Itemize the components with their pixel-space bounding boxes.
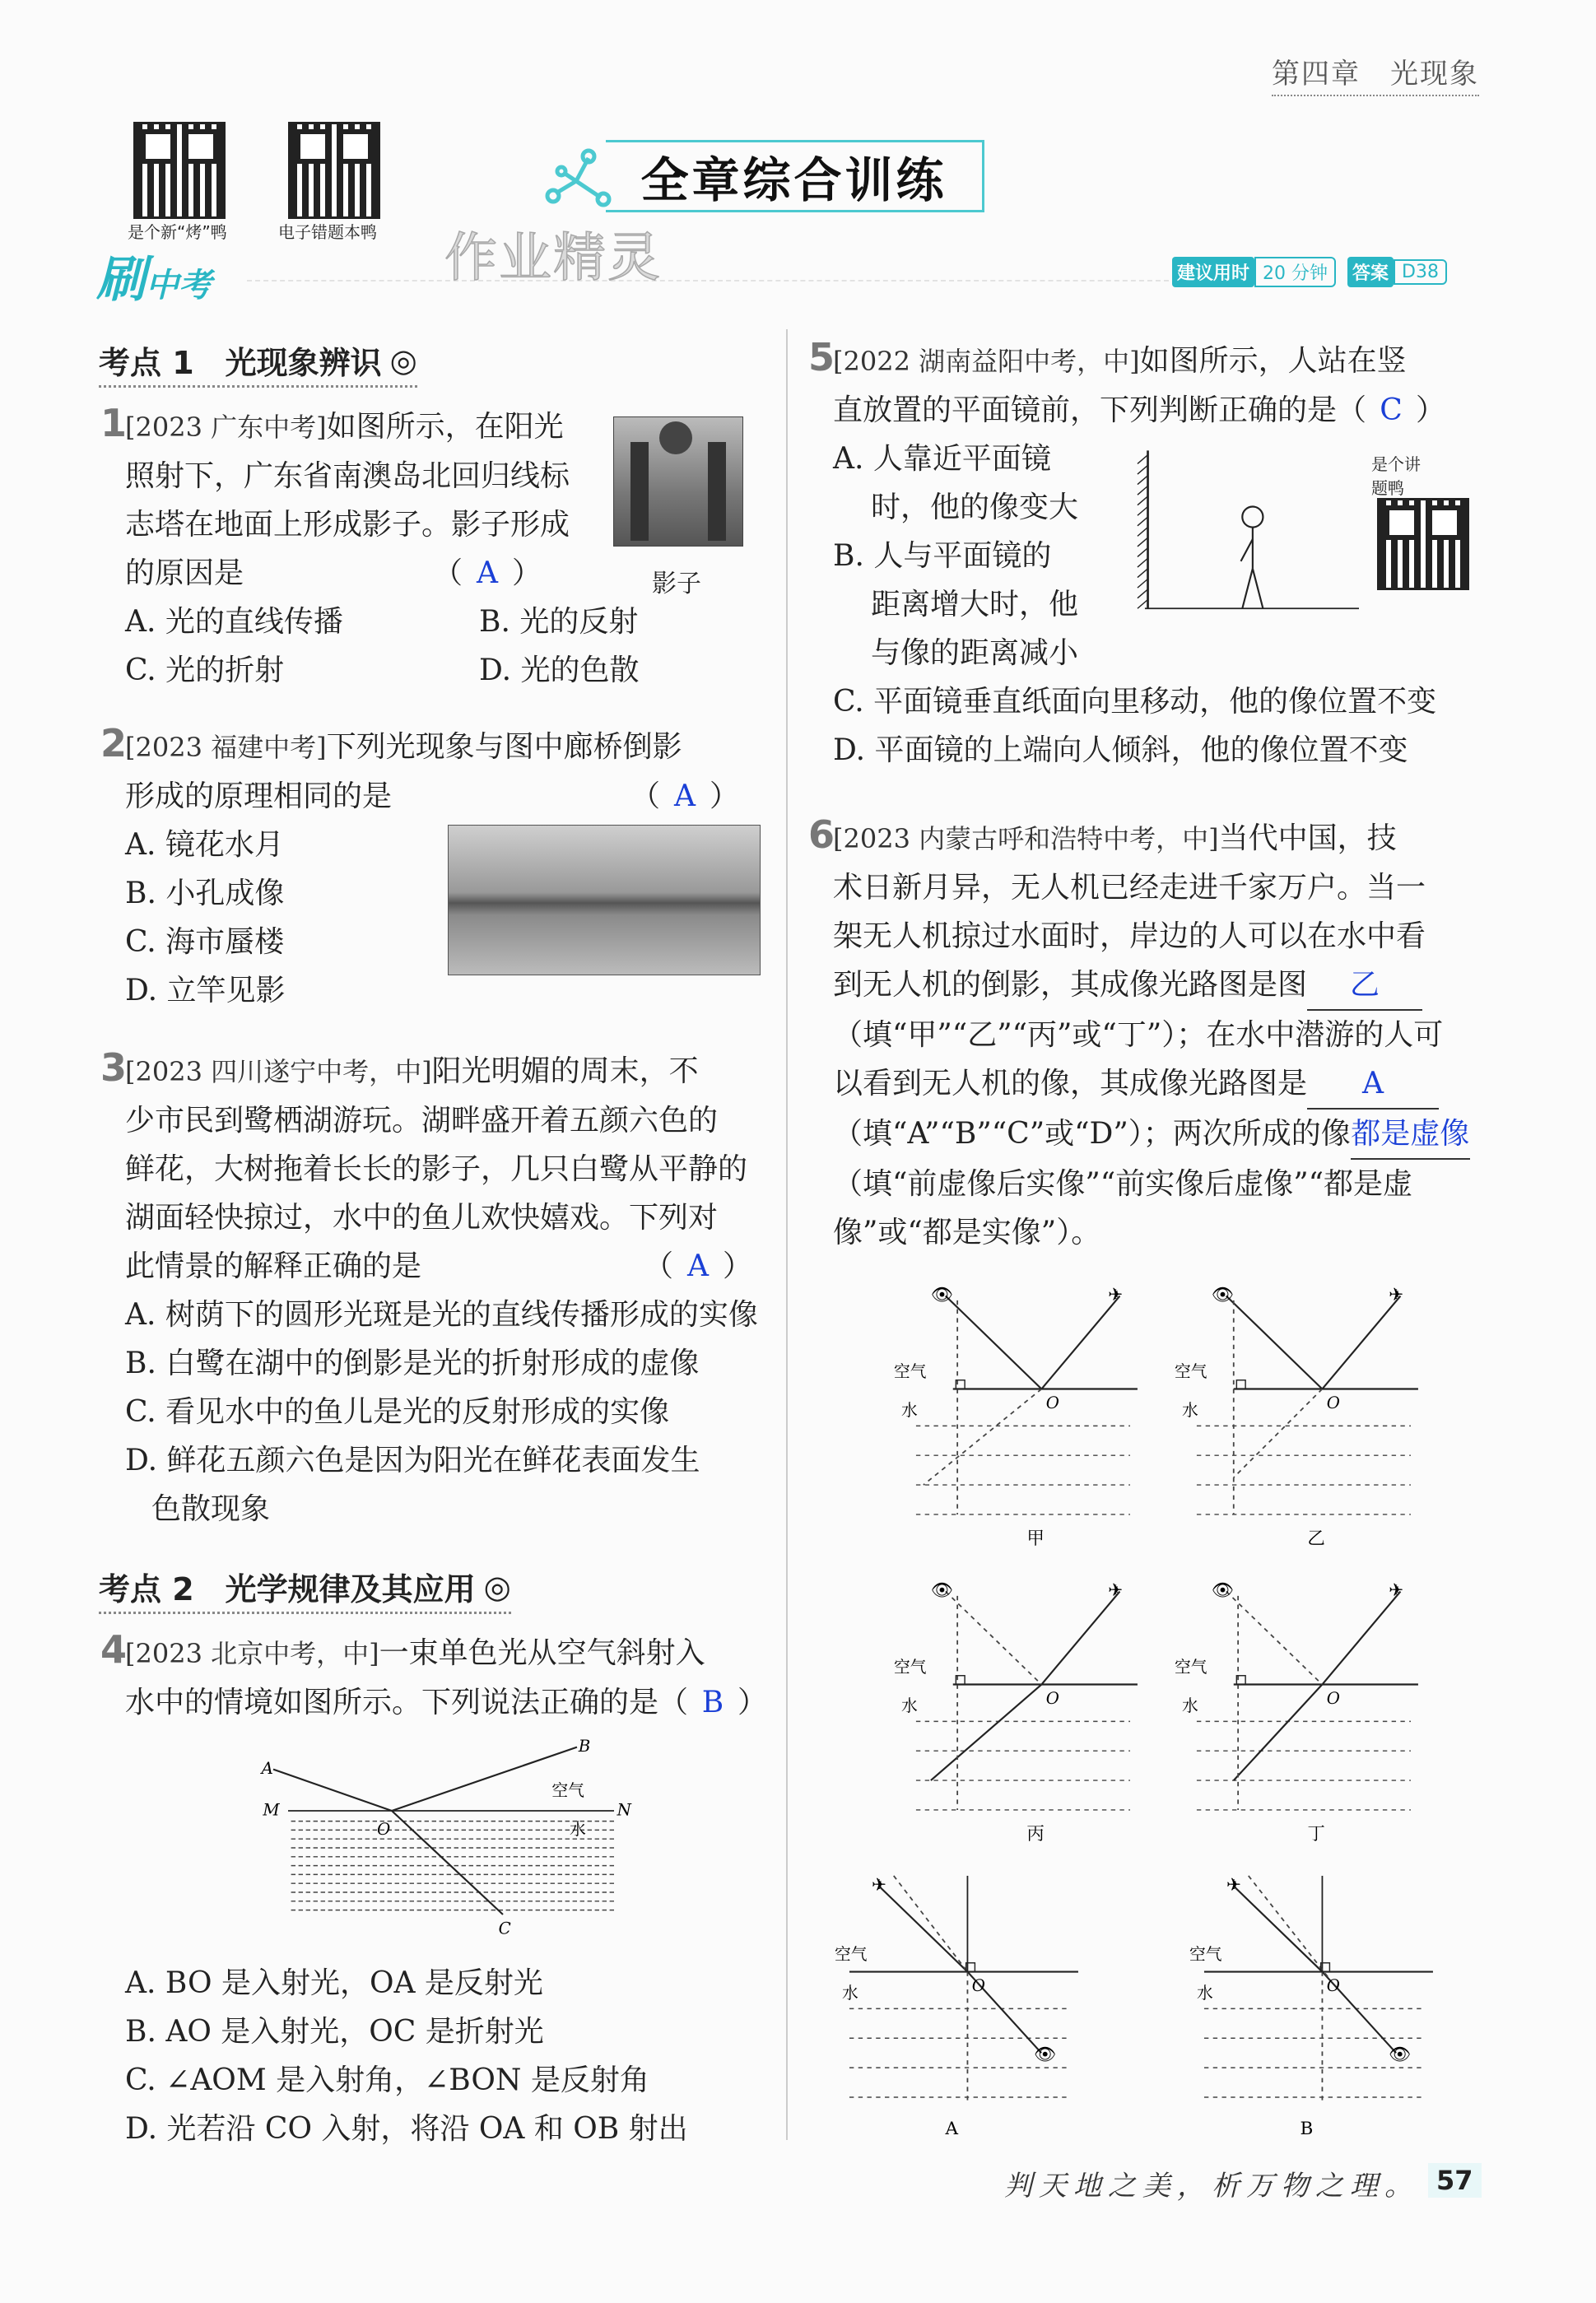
diagram-caption: 丙 bbox=[1026, 1823, 1045, 1845]
column-divider bbox=[786, 329, 788, 2140]
diagram-caption: 丁 bbox=[1307, 1823, 1325, 1845]
svg-text:水: 水 bbox=[570, 1819, 586, 1839]
page-title: 全章综合训练 bbox=[606, 140, 984, 212]
svg-text:水: 水 bbox=[1181, 1400, 1198, 1420]
svg-text:空气: 空气 bbox=[1175, 1658, 1207, 1677]
light-path-diagram bbox=[827, 1868, 1078, 2140]
diagram-caption: B bbox=[1300, 2118, 1314, 2139]
image-caption: 影子 bbox=[652, 570, 701, 598]
drone-icon: ✈ bbox=[1108, 1580, 1124, 1601]
question-1: 1[2023 广东中考]如图所示，在阳光 照射下，广东省南澳岛北回归线标 志塔在地面上形成影子。影子形成 的原因是 （ A ） A. 光的直线传播 B. 光的反射 C. 光的折射 D. 光的色散 bbox=[100, 401, 640, 687]
section-heading-2: 考点 2 光学规律及其应用 ◎ bbox=[99, 1564, 511, 1614]
qr-code-icon bbox=[288, 122, 380, 219]
bridge-reflection-photo bbox=[448, 825, 761, 975]
svg-text:C: C bbox=[498, 1919, 511, 1938]
svg-text:B: B bbox=[578, 1737, 591, 1756]
svg-text:N: N bbox=[617, 1800, 631, 1820]
watermark: 作业精灵 bbox=[444, 228, 662, 289]
eye-icon: 👁 bbox=[1211, 1580, 1235, 1601]
svg-text:水: 水 bbox=[841, 1983, 858, 2003]
qr-caption: 是个新“烤”鸭 bbox=[128, 222, 227, 242]
target-icon: ◎ bbox=[389, 342, 417, 379]
mirror-person-diagram bbox=[1130, 443, 1359, 613]
diagram-caption: A bbox=[945, 2118, 959, 2139]
time-badges: 建议用时 20 分钟 答案 D38 bbox=[1161, 257, 1447, 287]
qr-code-icon bbox=[133, 122, 226, 219]
eye-icon: ✈ bbox=[1226, 1874, 1241, 1896]
svg-text:空气: 空气 bbox=[835, 1945, 868, 1965]
header-rule bbox=[247, 280, 1169, 281]
eye-icon: 👁 bbox=[930, 1284, 954, 1305]
svg-text:水: 水 bbox=[1181, 1696, 1198, 1715]
drone-icon: ✈ bbox=[1389, 1284, 1404, 1305]
svg-text:水: 水 bbox=[900, 1696, 918, 1715]
light-path-diagram bbox=[1182, 1868, 1433, 2140]
svg-text:空气: 空气 bbox=[1189, 1945, 1222, 1965]
qr-caption: 是个讲题鸭 bbox=[1371, 454, 1421, 498]
answer-blank-1[interactable]: 乙 bbox=[1307, 961, 1422, 1011]
svg-text:O: O bbox=[1045, 1688, 1059, 1708]
question-4-options: A. BO 是入射光，OA 是反射光 B. AO 是入射光，OC 是折射光 C. ∠AOM 是入射角，∠BON 是反射角 D. 光若沿 CO 入射，将沿 OA 和 OB 射出 bbox=[125, 1966, 688, 2146]
svg-text:空气: 空气 bbox=[1175, 1362, 1207, 1382]
drone-icon: 👁 bbox=[1389, 2045, 1412, 2066]
svg-text:空气: 空气 bbox=[551, 1781, 584, 1800]
chapter-header: 第四章 光现象 bbox=[1272, 51, 1479, 96]
drone-icon: ✈ bbox=[1389, 1580, 1404, 1601]
svg-text:O: O bbox=[1326, 1975, 1340, 1995]
brand-logo: 刷中考 bbox=[96, 251, 212, 309]
question-4: 4[2023 北京中考，中]一束单色光从空气斜射入 水中的情境如图所示。下列说法正确的是（ B ） bbox=[100, 1627, 768, 1719]
light-path-diagram bbox=[886, 1278, 1138, 1550]
answer-blank-2[interactable]: A bbox=[1307, 1059, 1439, 1110]
drone-icon: 👁 bbox=[1034, 2045, 1057, 2066]
section-heading-1: 考点 1 光现象辨识 ◎ bbox=[99, 337, 417, 388]
shadow-tower-photo bbox=[613, 416, 743, 547]
light-path-diagram bbox=[1167, 1574, 1418, 1845]
svg-text:O: O bbox=[971, 1975, 985, 1995]
question-2: 2[2023 福建中考]下列光现象与图中廊桥倒影 形成的原理相同的是 （ A ） A. 镜花水月 B. 小孔成像 C. 海市蜃楼 D. 立竿见影 bbox=[100, 721, 740, 1007]
qr-code-icon bbox=[1377, 498, 1469, 590]
svg-text:M: M bbox=[263, 1800, 280, 1820]
refraction-diagram bbox=[258, 1737, 629, 1944]
answer-blank-3[interactable]: 都是虚像 bbox=[1351, 1110, 1470, 1160]
svg-text:O: O bbox=[1045, 1393, 1059, 1412]
svg-text:O: O bbox=[377, 1819, 391, 1839]
eye-icon: ✈ bbox=[871, 1874, 886, 1896]
diagram-caption: 乙 bbox=[1307, 1528, 1325, 1549]
eye-icon: 👁 bbox=[1211, 1284, 1235, 1305]
svg-text:O: O bbox=[1326, 1393, 1340, 1412]
drone-icon: ✈ bbox=[1108, 1284, 1124, 1305]
target-icon: ◎ bbox=[483, 1568, 511, 1605]
svg-text:空气: 空气 bbox=[894, 1658, 927, 1677]
footer-motto: 判天地之美，析万物之理。 bbox=[1004, 2170, 1419, 2203]
question-6: 6[2023 内蒙古呼和浩特中考，中]当代中国，技 术日新月异，无人机已经走进千家万户。当一 架无人机掠过水面时，岸边的人可以在水中看 到无人机的倒影，其成像光路图是图 乙 （填“甲”“乙”“丙”或“丁”）；在水中潜游的人可 以看到无人机的像，其成像光路图是 A （填“A”“B”“C”或“D”）；两次所成的像都是虚像 （填“前虚像后实像”“前实像后虚像”“都是虚 像”或“都是实像”）。 bbox=[808, 812, 1470, 1249]
svg-text:O: O bbox=[1326, 1688, 1340, 1708]
question-3: 3[2023 四川遂宁中考，中]阳光明媚的周末，不 少市民到鹭栖湖游玩。湖畔盛开着五颜六色的 鲜花，大树拖着长长的影子，几只白鹭从平静的 湖面轻快掠过，水中的鱼儿欢快嬉戏。下列对 此情景的解释正确的是 （ A ） A. 树荫下的圆形光斑是光的直线传播形成的实像 B. 白鹭在湖中的倒影是光的折射形成的虚像 C. 看见水中的鱼儿是光的反射形成的实像 D. 鲜花五颜六色是因为阳光在鲜花表面发生 色散现象 bbox=[100, 1045, 758, 1526]
svg-text:水: 水 bbox=[1196, 1983, 1213, 2003]
svg-text:水: 水 bbox=[900, 1400, 918, 1420]
page-number: 57 bbox=[1428, 2163, 1482, 2198]
diagram-caption: 甲 bbox=[1026, 1528, 1045, 1549]
svg-text:A: A bbox=[261, 1759, 273, 1778]
light-path-diagram bbox=[1167, 1278, 1418, 1550]
eye-icon: 👁 bbox=[930, 1580, 954, 1601]
svg-text:空气: 空气 bbox=[894, 1362, 927, 1382]
question-5: 5[2022 湖南益阳中考，中]如图所示，人站在竖 直放置的平面镜前，下列判断正确的是（ C ） A. 人靠近平面镜 时，他的像变大 B. 人与平面镜的 距离增大时，他 与像的距离减小 C. 平面镜垂直纸面向里移动，他的像位置不变 D. 平面镜的上端向人倾斜，他的像位置不变 bbox=[808, 335, 1446, 767]
light-path-diagram bbox=[886, 1574, 1138, 1845]
qr-caption: 电子错题本鸭 bbox=[278, 222, 377, 242]
